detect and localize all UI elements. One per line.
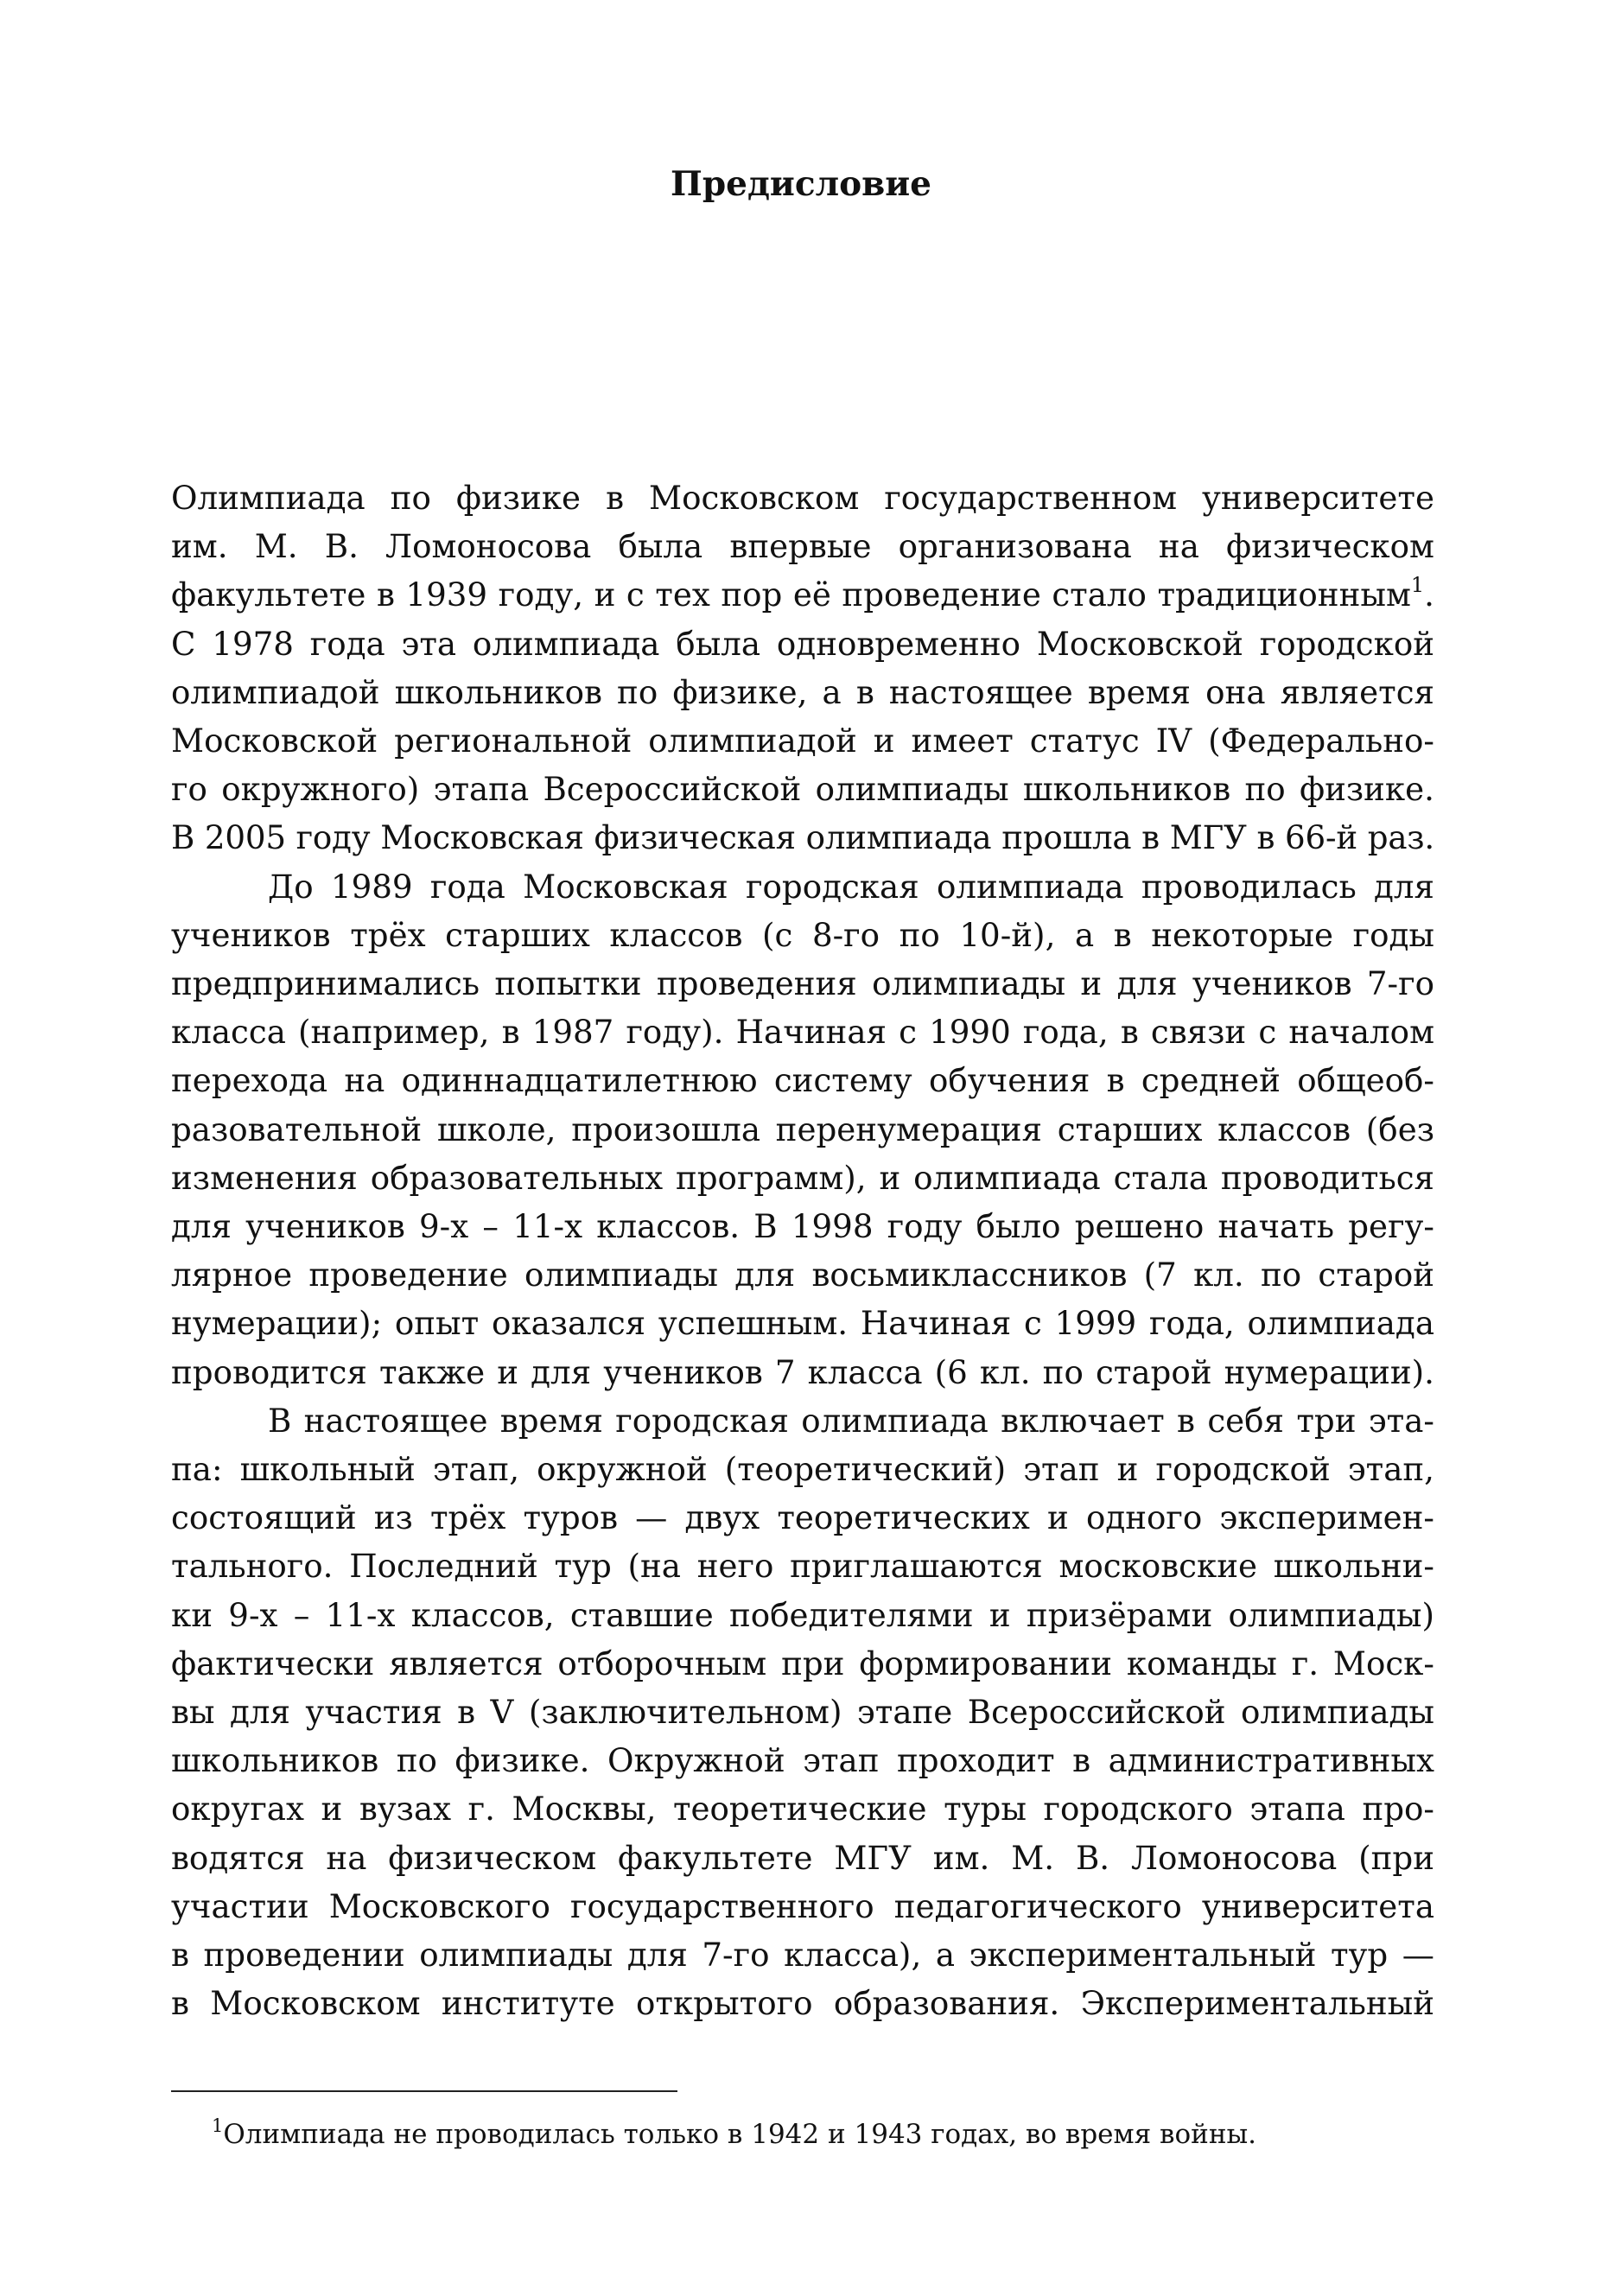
paragraph-3	[171, 1396, 1434, 2028]
text-line: участии Московского государственного педагогического университета	[171, 1886, 1434, 1925]
page-title: Предисловие	[671, 164, 931, 204]
text-line: факультете в 1939 году, и с тех пор её проведение стало традиционным	[171, 576, 1411, 614]
text-line: разовательной школе, произошла перенумерация старших классов (без	[171, 1110, 1434, 1148]
footnote-number: 1	[212, 2115, 224, 2136]
text-line: В настоящее время городская олимпиада включает в себя три эта-	[268, 1401, 1434, 1440]
text-line: го окружного) этапа Всероссийской олимпиады школьников по физике.	[171, 770, 1434, 809]
text-line: проводится также и для учеников 7 класса (6 кл. по старой нумерации).	[171, 1352, 1434, 1391]
text-line: в проведении олимпиады для 7-го класса), а экспериментальный тур —	[171, 1936, 1434, 1975]
footnote-reference: 1	[1410, 573, 1425, 598]
footnote-divider	[171, 2090, 677, 2092]
paragraph-1	[171, 474, 1434, 862]
text-line: перехода на одиннадцатилетнюю систему обучения в средней общеоб-	[171, 1061, 1434, 1100]
text-line: изменения образовательных программ), и олимпиада стала проводиться	[171, 1158, 1434, 1197]
text-line: До 1989 года Московская городская олимпиада проводилась для	[268, 867, 1434, 906]
text-line: лярное проведение олимпиады для восьмиклассников (7 кл. по старой	[171, 1256, 1434, 1294]
text-line: им. М. В. Ломоносова была впервые организована на физическом	[171, 527, 1434, 566]
text-line: вы для участия в V (заключительном) этапе Всероссийской олимпиады	[171, 1693, 1434, 1732]
text-line: водятся на физическом факультете МГУ им. М. В. Ломоносова (при	[171, 1838, 1434, 1877]
text-line: класса (например, в 1987 году). Начиная с 1990 года, в связи с началом	[171, 1013, 1434, 1052]
text-line-with-footnote	[171, 570, 1434, 619]
text-line: предпринимались попытки проведения олимпиады и для учеников 7-го	[171, 964, 1434, 1003]
footnote	[212, 2117, 1439, 2152]
footnote-ref-suffix: .	[1424, 576, 1434, 614]
text-line: Олимпиада по физике в Московском государственном университете	[171, 479, 1434, 517]
text-line: В 2005 году Московская физическая олимпиада прошла в МГУ в 66-й раз.	[171, 818, 1434, 857]
text-line: округах и вузах г. Москвы, теоретические туры городского этапа про-	[171, 1790, 1434, 1829]
text-line: ки 9-х – 11-х классов, ставшие победителями и призёрами олимпиады)	[171, 1595, 1434, 1634]
paragraph-2	[171, 862, 1434, 1396]
body-text	[171, 474, 1434, 2028]
text-line: олимпиадой школьников по физике, а в настоящее время она является	[171, 672, 1434, 711]
text-line: С 1978 года эта олимпиада была одновременно Московской городской	[171, 624, 1434, 663]
text-line: фактически является отборочным при формировании команды г. Моск-	[171, 1644, 1434, 1682]
text-line: Московской региональной олимпиадой и имеет статус IV (Федерально-	[171, 722, 1434, 760]
text-line: па: школьный этап, окружной (теоретический) этап и городской этап,	[171, 1450, 1434, 1489]
footnote-text: Олимпиада не проводилась только в 1942 и 1943 годах, во время войны.	[223, 2119, 1257, 2150]
text-line: тального. Последний тур (на него приглашаются московские школьни-	[171, 1547, 1434, 1586]
text-line: для учеников 9-х – 11-х классов. В 1998 году было решено начать регу-	[171, 1207, 1434, 1246]
text-line: школьников по физике. Окружной этап проходит в административных	[171, 1741, 1434, 1780]
text-line: состоящий из трёх туров — двух теоретических и одного эксперимен-	[171, 1498, 1434, 1537]
text-line: нумерации); опыт оказался успешным. Начиная с 1999 года, олимпиада	[171, 1304, 1434, 1343]
text-line: в Московском институте открытого образования. Экспериментальный	[171, 1984, 1434, 2023]
text-line: учеников трёх старших классов (с 8-го по 10-й), а в некоторые годы	[171, 915, 1434, 954]
